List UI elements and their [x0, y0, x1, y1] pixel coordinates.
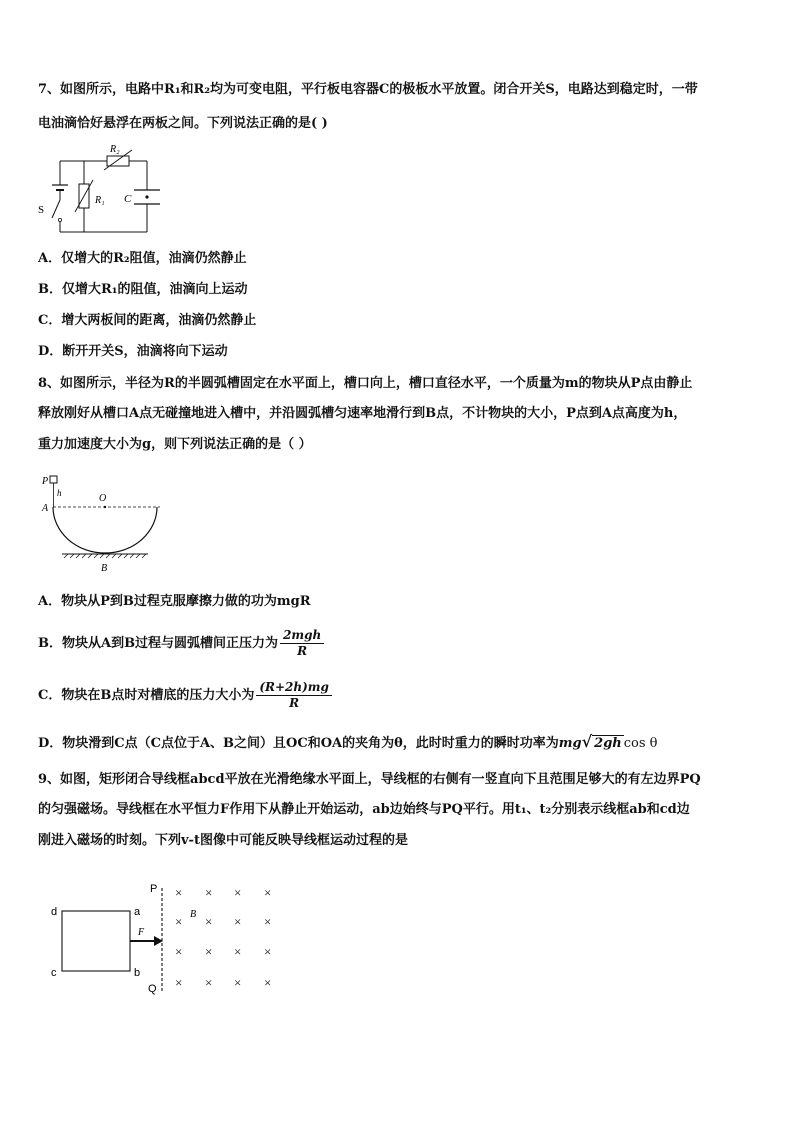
q7-option-d: D．断开开关S，油滴将向下运动: [38, 344, 228, 359]
svg-text:×: ×: [234, 885, 242, 900]
q8-option-a: A．物块从P到B过程克服摩擦力做的功为mgR: [38, 594, 311, 609]
svg-text:×: ×: [205, 914, 213, 929]
label-o: O: [99, 493, 107, 504]
svg-text:×: ×: [175, 944, 183, 959]
label-c: c: [51, 967, 57, 979]
svg-text:×: ×: [175, 975, 183, 990]
switch-s: [52, 200, 60, 218]
svg-text:×: ×: [234, 914, 242, 929]
q7-line1: 7、如图所示，电路中R₁和R₂均为可变电阻，平行板电容器C的极板水平放置。闭合开关S，电路达到稳定时，一带: [38, 82, 698, 97]
q8-option-c-denominator: R: [289, 696, 300, 710]
capacitor-label: C: [124, 193, 132, 205]
svg-text:×: ×: [264, 914, 272, 929]
svg-text:×: ×: [175, 914, 183, 929]
r2-label: R₂: [110, 144, 120, 155]
svg-text:×: ×: [234, 944, 242, 959]
label-p: P: [150, 883, 158, 895]
q8-option-d-text: D．物块滑到C点（C点位于A、B之间）且OC和OA的夹角为θ，此时时重力的瞬时功率为: [38, 736, 559, 751]
switch-label: S: [38, 204, 45, 216]
q9-line3: 刚进入磁场的时刻。下列v-t图像中可能反映导线框运动过程的是: [38, 833, 408, 848]
label-h: h: [57, 488, 62, 498]
q8-option-b-text: B．物块从A到B过程与圆弧槽间正压力为: [38, 636, 279, 651]
q8-option-b: [38, 628, 324, 659]
q8-option-c-text: C．物块在B点时对槽底的压力大小为: [38, 688, 255, 703]
svg-text:×: ×: [205, 885, 213, 900]
label-b: b: [134, 967, 141, 979]
block-p: [50, 476, 57, 483]
label-a: a: [134, 906, 141, 918]
label-b: B: [101, 563, 108, 574]
svg-text:×: ×: [175, 885, 183, 900]
q8-option-d: [38, 734, 658, 752]
wire-frame-abcd: [62, 911, 130, 971]
q8-option-c: [38, 680, 332, 711]
q9-line2: 的匀强磁场。导线框在水平恒力F作用下从静止开始运动，ab边始终与PQ平行。用t₁、t₂分别表示线框ab和cd边: [38, 802, 690, 817]
q7-circuit-figure: [32, 140, 167, 238]
q8-bowl-figure: [40, 470, 160, 576]
q7-option-a: A．仅增大的R₂阻值，油滴仍然静止: [38, 251, 247, 266]
svg-text:×: ×: [264, 944, 272, 959]
label-f: F: [138, 927, 145, 938]
q8-option-c-fraction: [256, 680, 332, 711]
oil-drop: [145, 195, 148, 198]
q8-option-d-mg: mg: [558, 736, 582, 751]
svg-text:×: ×: [205, 975, 213, 990]
q8-option-c-numerator: (R+2h)mg: [256, 680, 332, 696]
r1-label: R₁: [95, 195, 105, 206]
q8-option-d-radicand: 2gh: [594, 736, 622, 751]
label-p: P: [42, 476, 49, 487]
q9-magnetic-field-figure: [40, 876, 290, 998]
q8-line1: 8、如图所示，半径为R的半圆弧槽固定在水平面上，槽口向上，槽口直径水平，一个质量为m的物块从P点由静止: [38, 376, 693, 391]
r2-resistor: [107, 156, 129, 166]
label-q: Q: [148, 983, 157, 995]
label-d: d: [51, 906, 58, 918]
label-a: A: [42, 503, 49, 514]
q8-line3: 重力加速度大小为g，则下列说法正确的是（ ）: [38, 437, 312, 452]
svg-text:×: ×: [264, 885, 272, 900]
svg-text:×: ×: [234, 975, 242, 990]
q8-option-b-fraction: [280, 628, 324, 659]
q8-option-b-denominator: R: [297, 644, 308, 658]
q8-option-d-cos: cos θ: [623, 736, 658, 751]
sqrt-icon: √: [581, 732, 593, 751]
bowl-arc: [53, 507, 157, 553]
q8-option-b-numerator: 2mgh: [280, 628, 324, 644]
q7-line2: 电油滴恰好悬浮在两板之间。下列说法正确的是( ): [38, 116, 328, 131]
field-crosses: [175, 885, 271, 990]
svg-text:×: ×: [264, 975, 272, 990]
q8-line2: 释放刚好从槽口A点无碰撞地进入槽中，并沿圆弧槽匀速率地滑行到B点，不计物块的大小，P点到A点高度为h，: [38, 406, 687, 421]
q9-line1: 9、如图，矩形闭合导线框abcd平放在光滑绝缘水平面上，导线框的右侧有一竖直向下且范围足够大的有左边界PQ: [38, 772, 701, 787]
q7-option-c: C．增大两板间的距离，油滴仍然静止: [38, 313, 257, 328]
svg-text:×: ×: [205, 944, 213, 959]
q7-option-b: B．仅增大R₁的阻值，油滴向上运动: [38, 282, 248, 297]
label-field-b: B: [190, 909, 197, 920]
